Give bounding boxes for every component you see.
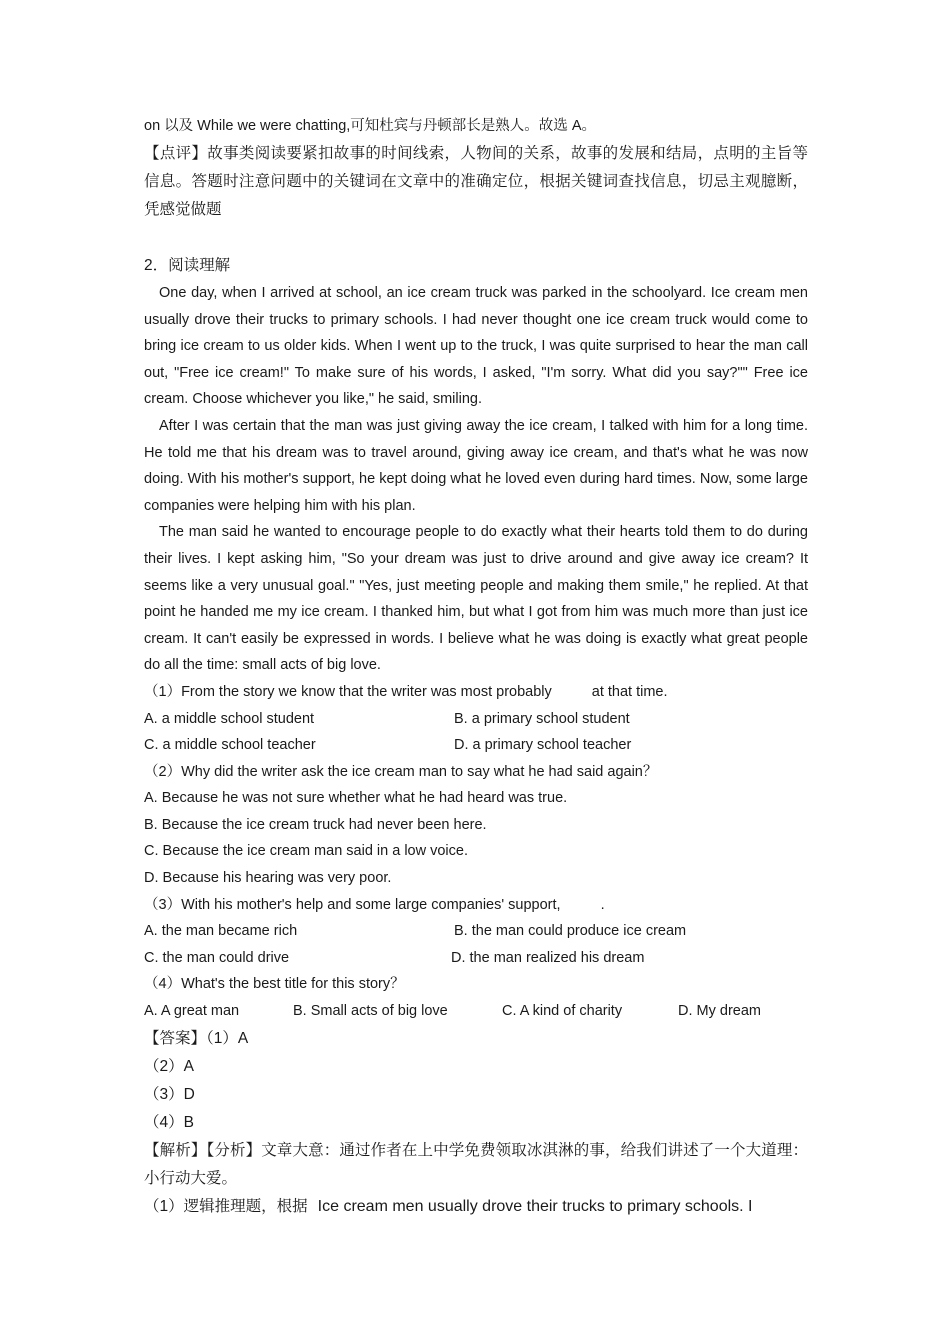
question-3-stem: [144, 892, 808, 919]
answer-1: 【答案】（1）A: [144, 1029, 249, 1047]
question-3-options-row-1: [144, 918, 808, 945]
passage-paragraph-1: One day, when I arrived at school, an ice cream truck was parked in the schoolyard. Ice cream men usually drove their trucks to primary schools. I had never thought one ice cream truck would come to bring ice cream to us older kids. When I went up to the truck, I was quite surprised to hear the man call out, "Free ice cream!" To make sure of his words, I asked, "I'm sorry. What did you say?"" Free ice cream. Choose whichever you like," he said, smiling.: [144, 285, 808, 408]
question-4-options: [144, 998, 808, 1025]
question-1-options-row-1: [144, 706, 808, 733]
passage-paragraph-3: The man said he wanted to encourage people to do exactly what their hearts told them to do during their lives. I kept asking him, "So your dream was just to drive around and give away ice cream? It seems like a very unusual goal." "Yes, just meeting people and making them smile," he replied. At that point he handed me my ice cream. I thanked him, but what I got from him was much more than just ice cream. It can't easily be expressed in words. I believe what he was doing is exactly what great people do all the time: small acts of big love.: [144, 524, 808, 674]
answer-3: （3）D: [144, 1085, 195, 1103]
option-b: B. the man could produce ice cream: [454, 923, 687, 940]
answer-blank: [552, 679, 592, 706]
question-2-stem: （2）Why did the writer ask the ice cream man to say what he had said again？: [144, 763, 658, 780]
question-1-options-row-2: [144, 732, 808, 759]
option-c: C. a middle school teacher: [144, 737, 316, 754]
document-page: [144, 112, 808, 1221]
question-3-text-end: .: [600, 896, 605, 913]
question-4-stem: （4）What's the best title for this story？: [144, 976, 405, 993]
analysis-line-cn: （1）逻辑推理题，根据: [144, 1197, 308, 1215]
option-d: D. the man realized his dream: [451, 949, 645, 966]
question-1-stem: [144, 679, 808, 706]
question-1-text: （1）From the story we know that the writer was most probably: [144, 683, 552, 700]
analysis-paragraph: 【解析】【分析】文章大意：通过作者在上中学免费领取冰淇淋的事，给我们讲述了一个大道理：小行动大爱。: [144, 1141, 808, 1187]
intro-line: on 以及 While we were chatting,可知杜宾与丹顿部长是熟人。故选 A。: [144, 118, 597, 134]
answer-4: （4）B: [144, 1113, 194, 1131]
option-a: A. Because he was not sure whether what he had heard was true.: [144, 790, 568, 807]
option-d: D. Because his hearing was very poor.: [144, 870, 392, 887]
section-heading: 2．阅读理解: [144, 257, 231, 274]
option-c: C. A kind of charity: [502, 1003, 623, 1020]
answer-2: （2）A: [144, 1057, 194, 1075]
option-d: D. a primary school teacher: [454, 737, 632, 754]
analysis-line-en: Ice cream men usually drove their trucks to primary schools. I: [317, 1197, 753, 1215]
spacer: [144, 224, 808, 252]
option-b: B. Because the ice cream truck had never been here.: [144, 816, 487, 833]
option-b: B. Small acts of big love: [293, 1003, 448, 1020]
option-a: A. the man became rich: [144, 923, 298, 940]
answer-blank: [561, 892, 601, 919]
passage-paragraph-2: After I was certain that the man was just giving away the ice cream, I talked with him for a long time. He told me that his dream was to travel around, giving away ice cream, and that's what he was now doing. With his mother's support, he kept doing what he loved even during hard times. Now, some large companies were helping him with his plan.: [144, 417, 808, 514]
option-c: C. the man could drive: [144, 949, 290, 966]
comment-paragraph: 【点评】故事类阅读要紧扣故事的时间线索，人物间的关系，故事的发展和结局，点明的主旨等信息。答题时注意问题中的关键词在文章中的准确定位，根据关键词查找信息，切忌主观臆断，凭感觉做题: [144, 145, 808, 218]
option-b: B. a primary school student: [454, 710, 630, 727]
option-a: A. a middle school student: [144, 710, 315, 727]
option-c: C. Because the ice cream man said in a low voice.: [144, 843, 468, 860]
option-a: A. A great man: [144, 1003, 240, 1020]
analysis-line: [144, 1193, 808, 1221]
question-3-options-row-2: [144, 945, 808, 972]
question-1-text-end: at that time.: [591, 683, 668, 700]
option-d: D. My dream: [678, 1003, 761, 1020]
question-3-text: （3）With his mother's help and some large companies' support,: [144, 896, 561, 913]
